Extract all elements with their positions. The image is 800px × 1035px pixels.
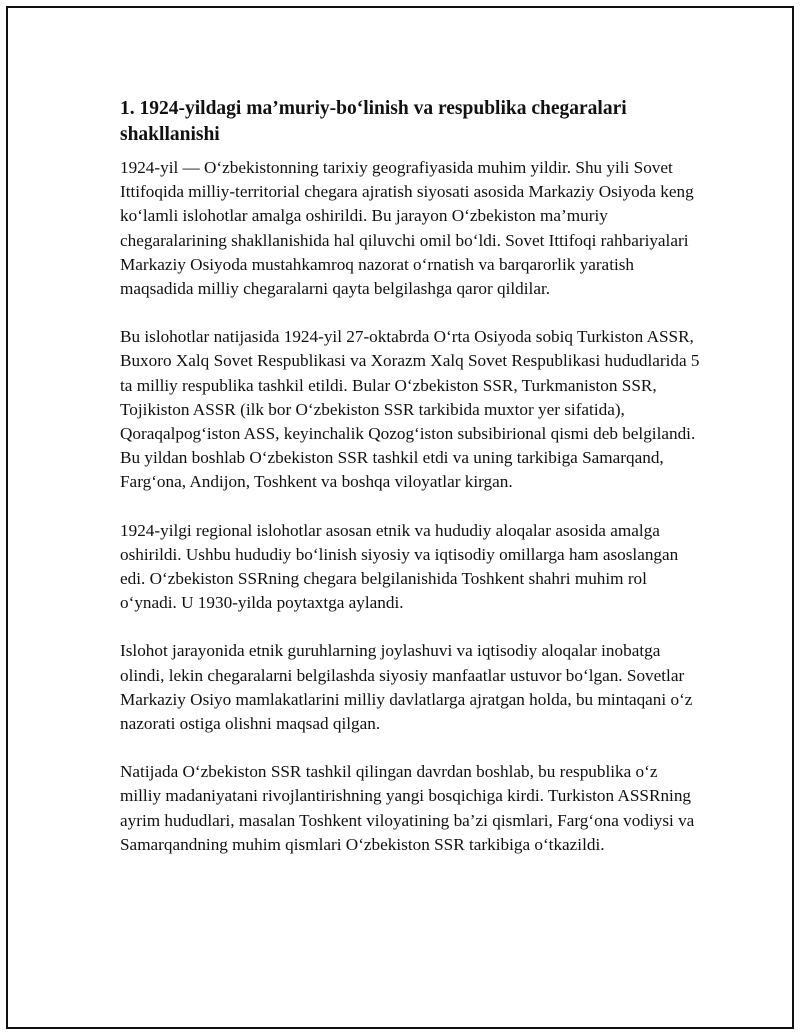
document-body bbox=[120, 96, 700, 881]
paragraph-4: Islohot jarayonida etnik guruhlarning joylashuvi va iqtisodiy aloqalar inobatga olindi, lekin chegaralarni belgilashda siyosiy manfaatlar ustuvor bo‘lgan. Sovetlar Markaziy Osiyo mamlakatlarini milliy davlatlarga ajratgan holda, bu mintaqani o‘z nazorati ostiga olishni maqsad qilgan. bbox=[120, 641, 693, 734]
paragraph-5: Natijada O‘zbekiston SSR tashkil qilingan davrdan boshlab, bu respublika o‘z milliy madaniyatani rivojlantirishning yangi bosqichiga kirdi. Turkiston ASSRning ayrim hududlari, masalan Toshkent viloyatining ba’zi qismlari, Farg‘ona vodiysi va Samarqandning muhim qismlari O‘zbekiston SSR tarkibiga o‘tkazildi. bbox=[120, 762, 695, 854]
page-frame bbox=[6, 6, 794, 1029]
paragraph-2: Bu islohotlar natijasida 1924-yil 27-oktabrda O‘rta Osiyoda sobiq Turkiston ASSR, Buxoro Xalq Sovet Respublikasi va Xorazm Xalq Sovet Respublikasi hududlarida 5 ta milliy respublika tashkil etildi. Bular O‘zbekiston SSR, Turkmaniston SSR, Tojikiston ASSR (ilk bor O‘zbekiston SSR tarkibida muxtor yer sifatida), Qoraqalpog‘iston ASS, keyinchalik Qozog‘iston subsibirional qismi deb belgilandi. Bu yildan boshlab O‘zbekiston SSR tashkil etdi va uning tarkibiga Samarqand, Farg‘ona, Andijon, Toshkent va boshqa viloyatlar kirgan. bbox=[120, 327, 700, 492]
paragraph-1: 1924-yil — O‘zbekistonning tarixiy geografiyasida muhim yildir. Shu yili Sovet Ittifoqida milliy-territorial chegara ajratish siyosati asosida Markaziy Osiyoda keng ko‘lamli islohotlar amalga oshirildi. Bu jarayon O‘zbekiston ma’muriy chegaralarining shakllanishida hal qiluvchi omil bo‘ldi. Sovet Ittifoqi rahbariyalari Markaziy Osiyoda mustahkamroq nazorat o‘rnatish va barqarorlik yaratish maqsadida milliy chegaralarni qayta belgilashga qaror qildilar. bbox=[120, 158, 694, 299]
section-title: 1. 1924-yildagi ma’muriy-bo‘linish va respublika chegaralari shakllanishi bbox=[120, 98, 627, 145]
paragraph-3: 1924-yilgi regional islohotlar asosan etnik va hududiy aloqalar asosida amalga oshirildi. Ushbu hududiy bo‘linish siyosiy va iqtisodiy omillarga ham asoslangan edi. O‘zbekiston SSRning chegara belgilanishida Toshkent shahri muhim rol o‘ynadi. U 1930-yilda poytaxtga aylandi. bbox=[120, 520, 679, 613]
